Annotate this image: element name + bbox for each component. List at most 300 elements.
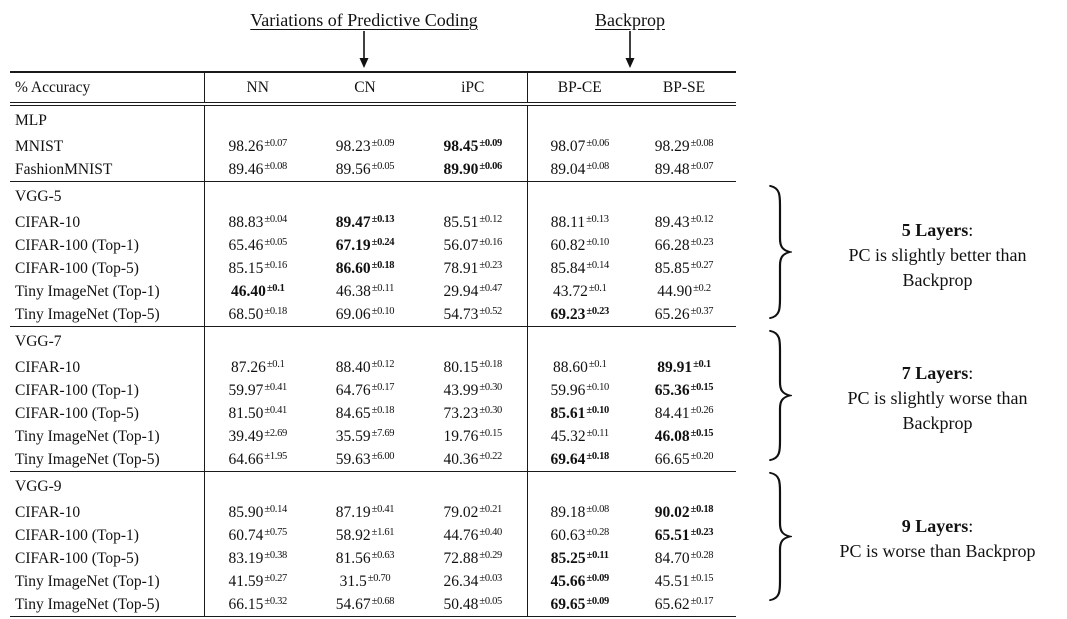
accuracy-cell	[311, 570, 419, 593]
section-label-row	[10, 104, 736, 135]
error-superscript: ±0.08	[586, 503, 609, 515]
row-label: Tiny ImageNet (Top-1)	[15, 573, 160, 590]
accuracy-value: 90.02	[654, 504, 690, 521]
accuracy-value: 29.94	[443, 283, 479, 300]
results-table	[10, 71, 736, 619]
down-arrow-icon	[623, 31, 637, 68]
error-superscript: ±2.69	[264, 427, 287, 439]
accuracy-value: 85.51	[443, 214, 479, 231]
accuracy-cell	[632, 182, 736, 212]
accuracy-value: 58.92	[335, 527, 371, 544]
accuracy-value: 60.82	[550, 237, 586, 254]
error-superscript: ±0.15	[690, 572, 714, 584]
annotation-text: PC is worse than Backprop	[839, 541, 1036, 561]
error-superscript: ±0.18	[264, 305, 287, 317]
accuracy-value: 50.48	[443, 596, 479, 613]
accuracy-cell	[419, 303, 527, 327]
accuracy-cell	[632, 280, 736, 303]
accuracy-cell	[632, 135, 736, 158]
accuracy-cell	[632, 303, 736, 327]
error-superscript: ±0.38	[264, 549, 287, 561]
row-label: CIFAR-10	[15, 504, 81, 521]
data-row	[10, 303, 736, 327]
accuracy-cell	[527, 547, 632, 570]
accuracy-value: 89.56	[335, 161, 371, 178]
brace-icon	[768, 471, 792, 602]
accuracy-cell	[527, 234, 632, 257]
accuracy-value: 98.45	[443, 138, 479, 155]
accuracy-value: 85.25	[550, 550, 586, 567]
annotation-heading: 5 Layers:	[901, 220, 974, 240]
accuracy-cell	[311, 501, 419, 524]
brace-icon	[768, 329, 792, 462]
error-superscript: ±0.75	[264, 526, 287, 538]
accuracy-value: 45.66	[550, 573, 586, 590]
accuracy-cell	[311, 593, 419, 618]
error-superscript: ±0.07	[690, 160, 714, 172]
error-superscript: ±0.23	[690, 236, 714, 248]
pc-group-label: Variations of Predictive Coding	[250, 10, 478, 30]
accuracy-cell	[632, 327, 736, 357]
error-superscript: ±0.14	[586, 259, 609, 271]
error-superscript: ±0.70	[367, 572, 391, 584]
row-label: Tiny ImageNet (Top-1)	[15, 283, 160, 300]
error-superscript: ±7.69	[371, 427, 395, 439]
accuracy-value: 68.50	[228, 306, 264, 323]
accuracy-cell	[419, 425, 527, 448]
error-superscript: ±0.10	[586, 404, 609, 416]
row-label: CIFAR-100 (Top-5)	[15, 260, 139, 277]
accuracy-value: 35.59	[335, 428, 371, 445]
accuracy-value: 98.23	[335, 138, 371, 155]
accuracy-value: 26.34	[443, 573, 479, 590]
row-label: Tiny ImageNet (Top-5)	[15, 451, 160, 468]
accuracy-value: 43.72	[552, 283, 588, 300]
error-superscript: ±0.17	[371, 381, 395, 393]
accuracy-value: 40.36	[443, 451, 479, 468]
row-label: Tiny ImageNet (Top-5)	[15, 596, 160, 613]
accuracy-cell	[311, 234, 419, 257]
error-superscript: ±0.09	[479, 137, 502, 149]
section-label-row	[10, 472, 736, 502]
error-superscript: ±0.29	[479, 549, 502, 561]
annotation-text: PC is slightly better than Backprop	[848, 245, 1027, 290]
header-col-ipc: iPC	[461, 79, 485, 96]
error-superscript: ±0.17	[690, 595, 714, 607]
row-label: CIFAR-100 (Top-1)	[15, 527, 139, 544]
accuracy-cell	[204, 570, 311, 593]
accuracy-cell	[527, 472, 632, 502]
error-superscript: ±0.18	[371, 259, 395, 271]
data-row	[10, 257, 736, 280]
error-superscript: ±0.52	[479, 305, 502, 317]
brace-icon	[768, 184, 792, 320]
accuracy-cell	[419, 448, 527, 472]
accuracy-cell	[311, 303, 419, 327]
row-label: MLP	[15, 112, 47, 129]
accuracy-value: 98.07	[550, 138, 586, 155]
accuracy-value: 66.28	[654, 237, 690, 254]
error-superscript: ±0.12	[371, 358, 395, 370]
accuracy-cell	[632, 234, 736, 257]
accuracy-cell	[632, 547, 736, 570]
accuracy-cell	[527, 280, 632, 303]
error-superscript: ±0.18	[586, 450, 609, 462]
accuracy-cell	[311, 472, 419, 502]
accuracy-value: 66.15	[228, 596, 264, 613]
error-superscript: ±0.26	[690, 404, 714, 416]
error-superscript: ±0.37	[690, 305, 714, 317]
annotation-text: PC is slightly worse than Backprop	[847, 388, 1028, 433]
accuracy-value: 65.51	[654, 527, 690, 544]
data-row	[10, 570, 736, 593]
data-row	[10, 280, 736, 303]
accuracy-value: 88.11	[550, 214, 586, 231]
accuracy-cell	[419, 570, 527, 593]
side-annotation-5-layers	[795, 218, 1067, 293]
accuracy-cell	[527, 158, 632, 182]
accuracy-value: 89.46	[228, 161, 264, 178]
data-row	[10, 356, 736, 379]
error-superscript: ±0.1	[266, 282, 285, 294]
error-superscript: ±0.18	[690, 503, 714, 515]
accuracy-value: 54.73	[443, 306, 479, 323]
accuracy-value: 41.59	[228, 573, 264, 590]
accuracy-cell	[632, 211, 736, 234]
accuracy-value: 65.62	[654, 596, 690, 613]
accuracy-cell	[311, 135, 419, 158]
row-label: CIFAR-10	[15, 359, 81, 376]
accuracy-cell	[632, 257, 736, 280]
accuracy-cell	[311, 257, 419, 280]
data-row	[10, 234, 736, 257]
accuracy-cell	[204, 524, 311, 547]
data-row	[10, 158, 736, 182]
error-superscript: ±0.18	[479, 358, 502, 370]
error-superscript: ±0.40	[479, 526, 502, 538]
down-arrow-icon	[357, 31, 371, 68]
accuracy-value: 46.38	[335, 283, 371, 300]
error-superscript: ±0.06	[586, 137, 609, 149]
error-superscript: ±0.11	[586, 427, 609, 439]
accuracy-cell	[419, 327, 527, 357]
accuracy-value: 85.61	[550, 405, 586, 422]
error-superscript: ±0.10	[371, 305, 395, 317]
accuracy-value: 64.66	[228, 451, 264, 468]
header-col-bpce: BP-CE	[527, 72, 632, 104]
accuracy-value: 72.88	[443, 550, 479, 567]
accuracy-cell	[204, 402, 311, 425]
accuracy-value: 46.40	[230, 283, 266, 300]
accuracy-cell	[632, 104, 736, 135]
error-superscript: ±0.47	[479, 282, 502, 294]
error-superscript: ±6.00	[371, 450, 395, 462]
data-row	[10, 448, 736, 472]
error-superscript: ±0.22	[479, 450, 502, 462]
accuracy-value: 65.46	[228, 237, 264, 254]
accuracy-cell	[419, 593, 527, 618]
accuracy-value: 59.63	[335, 451, 371, 468]
accuracy-value: 87.26	[230, 359, 266, 376]
accuracy-value: 73.23	[443, 405, 479, 422]
accuracy-cell	[419, 135, 527, 158]
accuracy-value: 59.97	[228, 382, 264, 399]
accuracy-cell	[527, 356, 632, 379]
accuracy-cell	[419, 524, 527, 547]
accuracy-value: 44.76	[443, 527, 479, 544]
accuracy-value: 84.65	[335, 405, 371, 422]
error-superscript: ±0.03	[479, 572, 502, 584]
accuracy-value: 89.04	[550, 161, 586, 178]
error-superscript: ±0.1	[588, 358, 607, 370]
accuracy-cell	[204, 327, 311, 357]
accuracy-value: 85.84	[550, 260, 586, 277]
accuracy-cell	[311, 425, 419, 448]
accuracy-cell	[311, 448, 419, 472]
error-superscript: ±0.1	[693, 358, 711, 370]
accuracy-cell	[204, 158, 311, 182]
accuracy-value: 85.85	[654, 260, 690, 277]
accuracy-value: 89.48	[654, 161, 690, 178]
error-superscript: ±0.27	[690, 259, 714, 271]
error-superscript: ±0.08	[690, 137, 714, 149]
accuracy-cell	[419, 547, 527, 570]
error-superscript: ±0.11	[371, 282, 395, 294]
accuracy-cell	[527, 303, 632, 327]
error-superscript: ±0.07	[264, 137, 287, 149]
accuracy-cell	[311, 158, 419, 182]
error-superscript: ±1.61	[371, 526, 395, 538]
accuracy-cell	[311, 379, 419, 402]
error-superscript: ±0.04	[264, 213, 287, 225]
error-superscript: ±0.41	[264, 404, 287, 416]
accuracy-value: 65.36	[654, 382, 690, 399]
error-superscript: ±0.10	[586, 381, 609, 393]
error-superscript: ±0.09	[586, 572, 609, 584]
section-label-row	[10, 182, 736, 212]
accuracy-cell	[632, 472, 736, 502]
accuracy-value: 65.26	[654, 306, 690, 323]
row-label: CIFAR-100 (Top-1)	[15, 382, 139, 399]
accuracy-cell	[311, 211, 419, 234]
error-superscript: ±0.18	[371, 404, 395, 416]
error-superscript: ±0.23	[479, 259, 502, 271]
error-superscript: ±0.13	[586, 213, 609, 225]
section-label-row	[10, 327, 736, 357]
row-label: CIFAR-100 (Top-1)	[15, 237, 139, 254]
accuracy-cell	[419, 472, 527, 502]
data-row	[10, 425, 736, 448]
accuracy-value: 81.50	[228, 405, 264, 422]
error-superscript: ±0.12	[479, 213, 502, 225]
table-section-mlp	[10, 104, 736, 182]
accuracy-value: 60.74	[228, 527, 264, 544]
accuracy-value: 69.06	[335, 306, 371, 323]
error-superscript: ±0.15	[690, 381, 714, 393]
accuracy-cell	[527, 135, 632, 158]
accuracy-value: 89.90	[443, 161, 479, 178]
accuracy-cell	[419, 234, 527, 257]
accuracy-cell	[204, 547, 311, 570]
error-superscript: ±0.23	[690, 526, 714, 538]
accuracy-cell	[527, 593, 632, 618]
accuracy-cell	[311, 547, 419, 570]
accuracy-cell	[632, 379, 736, 402]
data-row	[10, 211, 736, 234]
accuracy-value: 83.19	[228, 550, 264, 567]
error-superscript: ±0.15	[690, 427, 714, 439]
accuracy-cell	[632, 425, 736, 448]
accuracy-value: 88.83	[228, 214, 264, 231]
table-section-vgg-5	[10, 182, 736, 327]
error-superscript: ±0.21	[479, 503, 502, 515]
table-section-vgg-7	[10, 327, 736, 472]
accuracy-value: 45.32	[550, 428, 586, 445]
accuracy-value: 98.29	[654, 138, 690, 155]
accuracy-cell	[204, 280, 311, 303]
error-superscript: ±0.13	[371, 213, 395, 225]
error-superscript: ±0.14	[264, 503, 287, 515]
header-col-nn: NN	[204, 72, 311, 104]
header-col-cn: CN	[354, 79, 376, 96]
accuracy-value: 54.67	[335, 596, 371, 613]
accuracy-value: 89.43	[654, 214, 690, 231]
error-superscript: ±0.11	[586, 549, 609, 561]
accuracy-cell	[311, 402, 419, 425]
error-superscript: ±0.12	[690, 213, 714, 225]
accuracy-value: 85.90	[228, 504, 264, 521]
side-annotation-7-layers	[795, 361, 1067, 436]
accuracy-cell	[204, 182, 311, 212]
row-label: CIFAR-100 (Top-5)	[15, 550, 139, 567]
accuracy-value: 89.47	[335, 214, 371, 231]
accuracy-cell	[527, 448, 632, 472]
row-label: Tiny ImageNet (Top-5)	[15, 306, 160, 323]
accuracy-value: 89.18	[550, 504, 586, 521]
accuracy-cell	[527, 524, 632, 547]
error-superscript: ±0.68	[371, 595, 395, 607]
row-label: VGG-7	[15, 333, 62, 350]
error-superscript: ±0.15	[479, 427, 502, 439]
accuracy-value: 67.19	[335, 237, 371, 254]
accuracy-cell	[204, 257, 311, 280]
error-superscript: ±0.2	[693, 282, 711, 294]
accuracy-cell	[632, 501, 736, 524]
error-superscript: ±0.16	[479, 236, 502, 248]
error-superscript: ±0.32	[264, 595, 287, 607]
data-row	[10, 547, 736, 570]
data-row	[10, 402, 736, 425]
accuracy-value: 79.02	[443, 504, 479, 521]
accuracy-cell	[527, 402, 632, 425]
error-superscript: ±0.24	[371, 236, 395, 248]
error-superscript: ±0.23	[586, 305, 609, 317]
accuracy-cell	[419, 280, 527, 303]
accuracy-cell	[204, 303, 311, 327]
error-superscript: ±0.28	[586, 526, 609, 538]
header-row	[10, 72, 736, 104]
accuracy-value: 60.63	[550, 527, 586, 544]
accuracy-value: 69.64	[550, 451, 586, 468]
accuracy-cell	[311, 182, 419, 212]
accuracy-cell	[311, 524, 419, 547]
row-label: Tiny ImageNet (Top-1)	[15, 428, 160, 445]
data-row	[10, 593, 736, 618]
accuracy-cell	[419, 158, 527, 182]
accuracy-value: 19.76	[443, 428, 479, 445]
accuracy-value: 69.23	[550, 306, 586, 323]
accuracy-cell	[311, 356, 419, 379]
accuracy-value: 88.40	[335, 359, 371, 376]
accuracy-value: 56.07	[443, 237, 479, 254]
error-superscript: ±0.08	[586, 160, 609, 172]
accuracy-cell	[419, 257, 527, 280]
accuracy-value: 87.19	[335, 504, 371, 521]
accuracy-cell	[419, 356, 527, 379]
accuracy-cell	[632, 448, 736, 472]
accuracy-cell	[204, 593, 311, 618]
accuracy-cell	[204, 234, 311, 257]
accuracy-cell	[204, 472, 311, 502]
error-superscript: ±0.16	[264, 259, 287, 271]
accuracy-cell	[204, 379, 311, 402]
accuracy-cell	[204, 448, 311, 472]
accuracy-cell	[204, 104, 311, 135]
side-annotation-9-layers	[795, 514, 1067, 564]
accuracy-cell	[632, 158, 736, 182]
accuracy-value: 39.49	[228, 428, 264, 445]
accuracy-value: 80.15	[443, 359, 479, 376]
row-label: VGG-9	[15, 478, 62, 495]
accuracy-value: 45.51	[654, 573, 690, 590]
error-superscript: ±0.10	[586, 236, 609, 248]
error-superscript: ±0.63	[371, 549, 395, 561]
accuracy-value: 85.15	[228, 260, 264, 277]
header-col-bpse: BP-SE	[662, 79, 706, 96]
row-label: MNIST	[15, 138, 64, 155]
accuracy-cell	[204, 211, 311, 234]
error-superscript: ±0.27	[264, 572, 287, 584]
accuracy-value: 81.56	[335, 550, 371, 567]
header-accuracy-label: % Accuracy	[15, 79, 91, 96]
error-superscript: ±0.09	[586, 595, 609, 607]
accuracy-cell	[527, 257, 632, 280]
bp-group-label: Backprop	[595, 10, 665, 30]
data-row	[10, 135, 736, 158]
error-superscript: ±0.1	[588, 282, 607, 294]
error-superscript: ±0.05	[479, 595, 502, 607]
accuracy-value: 86.60	[335, 260, 371, 277]
error-superscript: ±0.06	[479, 160, 502, 172]
accuracy-cell	[419, 501, 527, 524]
accuracy-value: 44.90	[657, 283, 693, 300]
row-label: CIFAR-100 (Top-5)	[15, 405, 139, 422]
accuracy-cell	[527, 211, 632, 234]
accuracy-value: 84.70	[654, 550, 690, 567]
accuracy-cell	[632, 524, 736, 547]
accuracy-cell	[419, 402, 527, 425]
accuracy-value: 89.91	[657, 359, 693, 376]
data-row	[10, 524, 736, 547]
error-superscript: ±0.30	[479, 381, 502, 393]
accuracy-value: 43.99	[443, 382, 479, 399]
accuracy-cell	[311, 104, 419, 135]
error-superscript: ±0.30	[479, 404, 502, 416]
row-label: VGG-5	[15, 188, 62, 205]
error-superscript: ±0.20	[690, 450, 714, 462]
accuracy-cell	[419, 182, 527, 212]
accuracy-cell	[527, 501, 632, 524]
